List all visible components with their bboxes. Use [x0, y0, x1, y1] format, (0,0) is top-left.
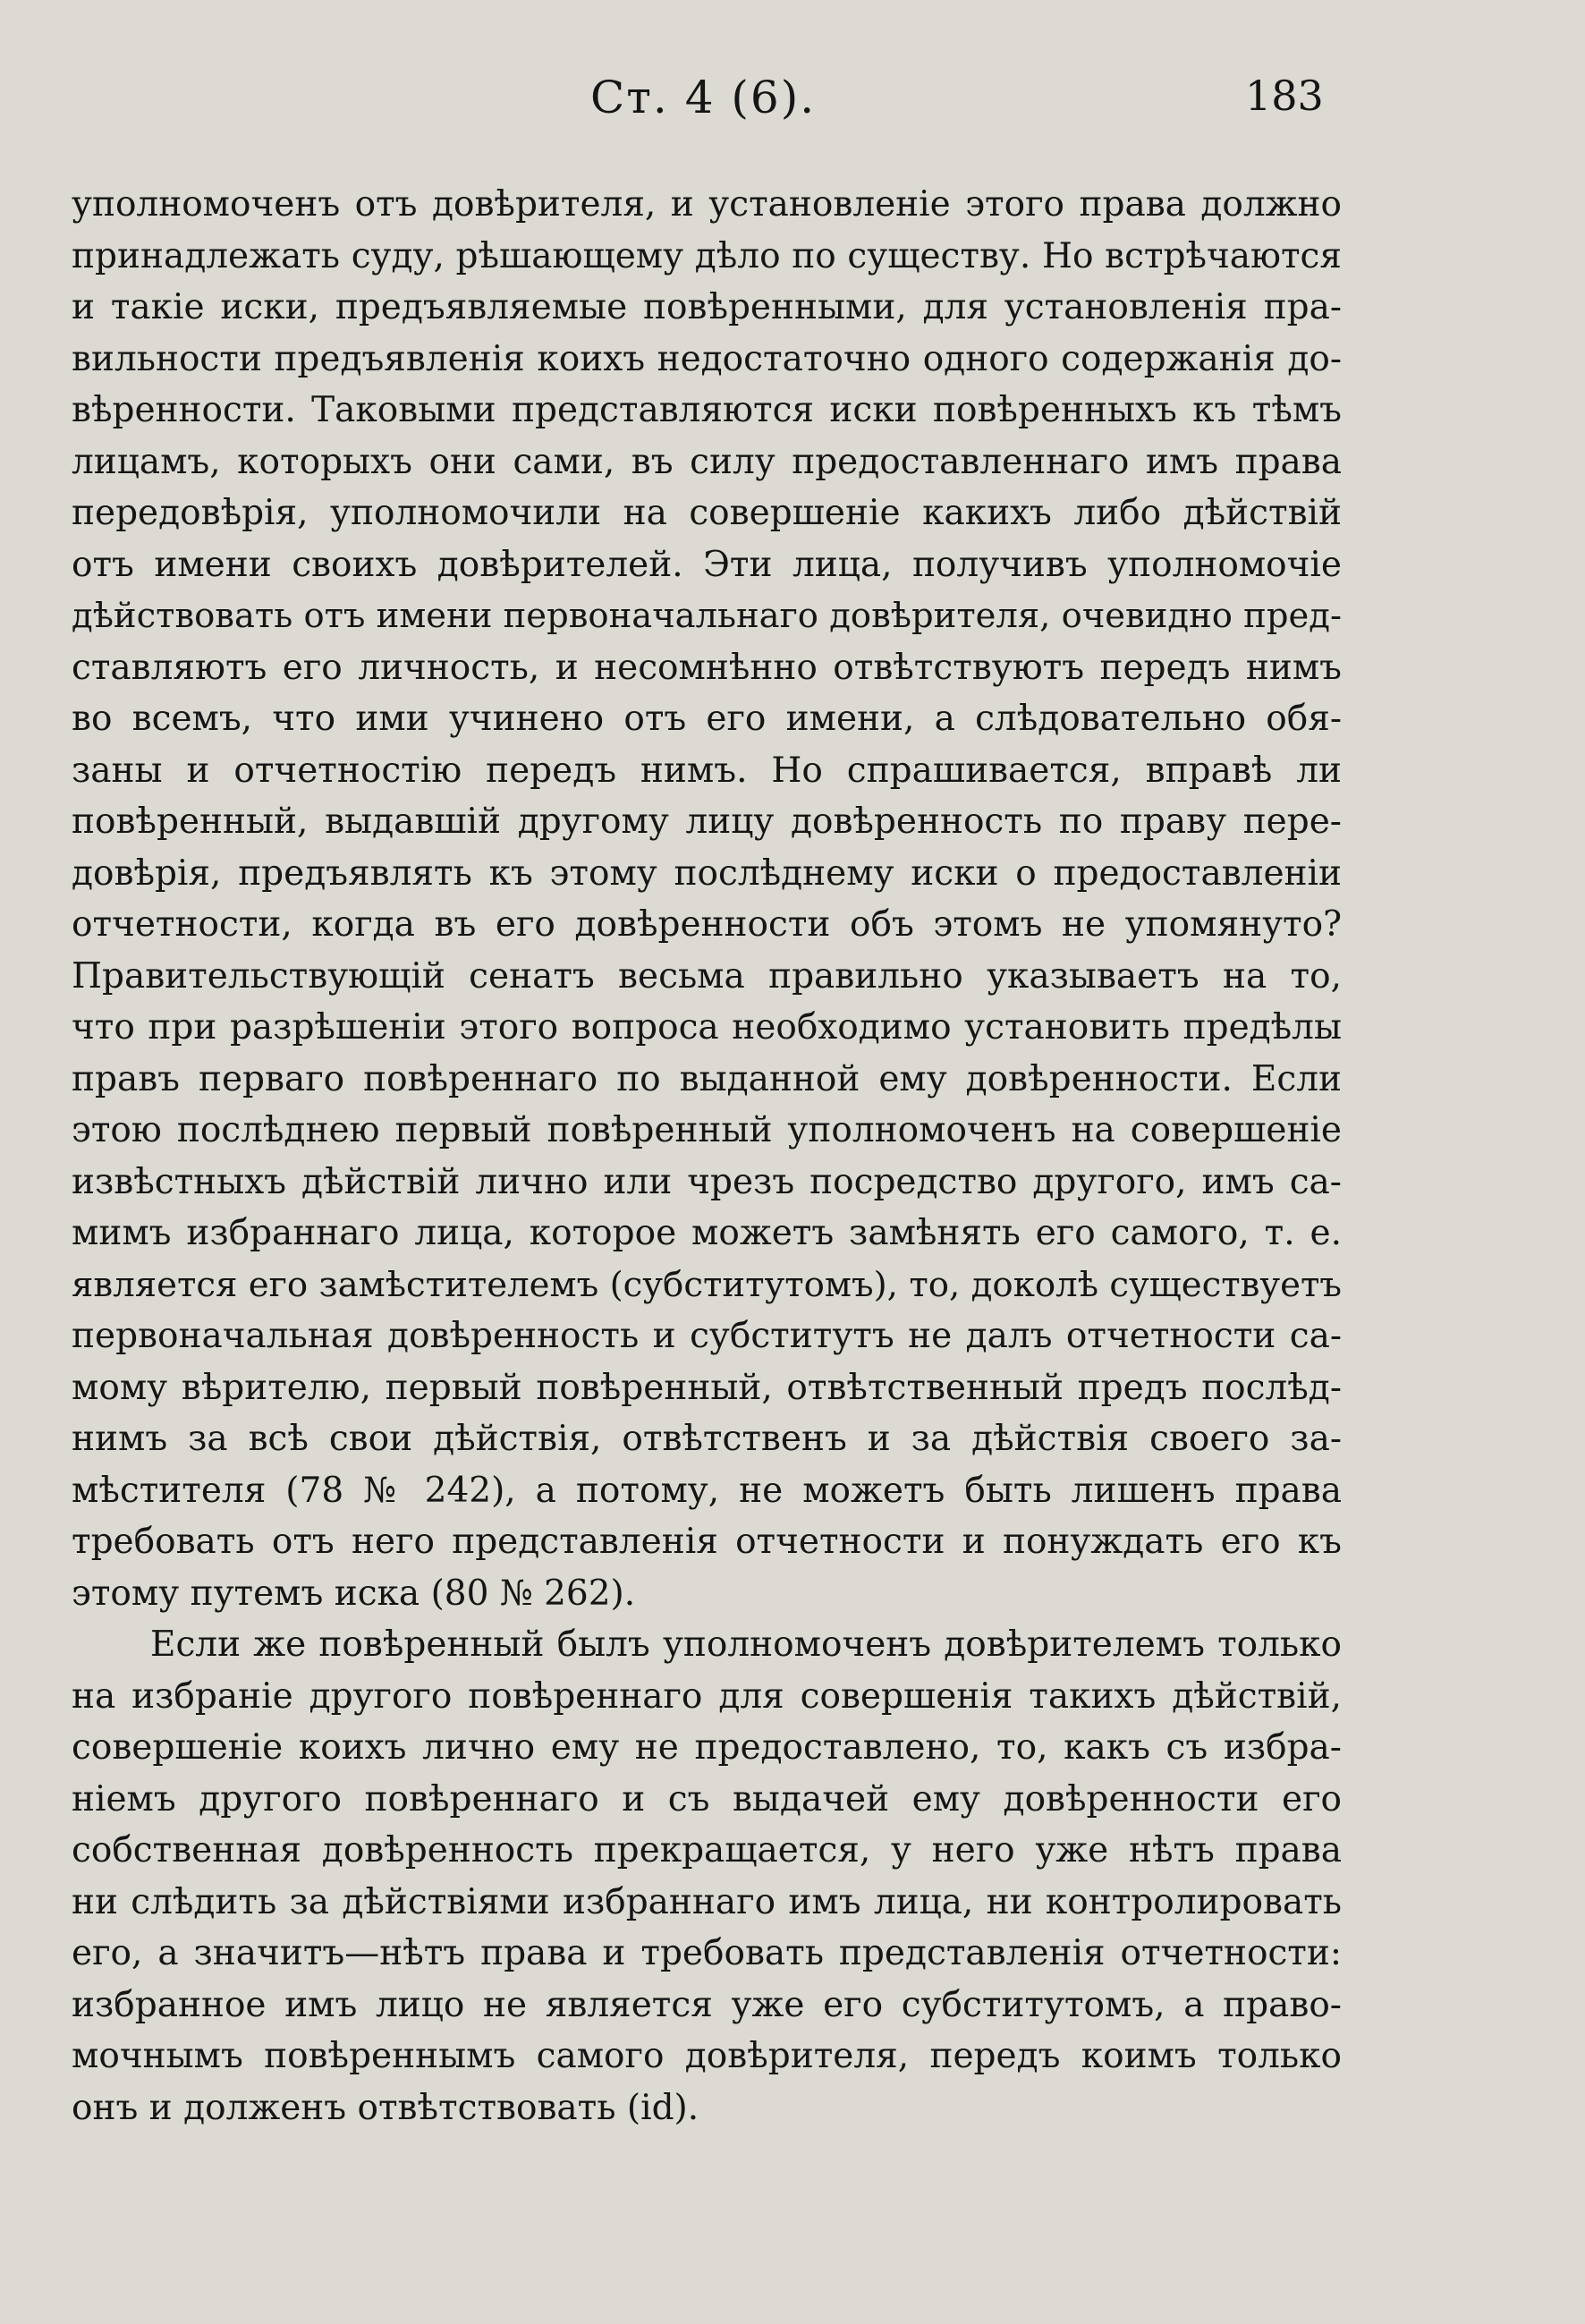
paragraph-2 — [72, 1619, 1342, 2133]
text-line: уполномоченъ отъ довѣрителя, и установленіе этого права должно — [72, 184, 1342, 225]
text-line: вѣренности. Таковыми представляются иски повѣренныхъ къ тѣмъ — [72, 390, 1342, 430]
text-line: лицамъ, которыхъ они сами, въ силу предоставленнаго имъ права — [72, 441, 1342, 482]
text-line: ніемъ другого повѣреннаго и съ выдачей ему довѣренности его — [72, 1778, 1342, 1819]
body-text — [72, 179, 1342, 2133]
running-head: Ст. 4 (6). — [590, 72, 817, 123]
text-line: избранное имъ лицо не является уже его субститутомъ, а право- — [72, 1984, 1342, 2025]
text-line: этому путемъ иска (80 № 262). — [72, 1573, 636, 1614]
text-line: мѣстителя (78 № 242), а потому, не можетъ быть лишенъ права — [72, 1470, 1342, 1511]
text-line: его, а значитъ—нѣтъ права и требовать представленія отчетности: — [72, 1933, 1342, 1973]
text-line: является его замѣстителемъ (субститутомъ), то, доколѣ существуетъ — [72, 1264, 1342, 1305]
paragraph-1 — [72, 179, 1342, 1619]
page-header — [0, 72, 1585, 134]
text-line: принадлежать суду, рѣшающему дѣло по существу. Но встрѣчаются — [72, 235, 1342, 276]
text-line: что при разрѣшеніи этого вопроса необходимо установить предѣлы — [72, 1007, 1342, 1047]
text-line: мочнымъ повѣреннымъ самого довѣрителя, передъ коимъ только — [72, 2036, 1342, 2076]
text-line: заны и отчетностію передъ нимъ. Но спрашивается, вправѣ ли — [72, 750, 1342, 791]
text-line: отчетности, когда въ его довѣренности объ этомъ не упомянуто? — [72, 904, 1342, 945]
text-line: извѣстныхъ дѣйствій лично или чрезъ посредство другого, имъ са- — [72, 1161, 1342, 1202]
page-number: 183 — [1245, 72, 1324, 120]
text-line: нимъ за всѣ свои дѣйствія, отвѣтственъ и за дѣйствія своего за- — [72, 1419, 1342, 1459]
text-line: собственная довѣренность прекращается, у него уже нѣтъ права — [72, 1830, 1342, 1870]
text-line: первоначальная довѣренность и субститутъ не далъ отчетности са- — [72, 1316, 1342, 1356]
text-line: вильности предъявленія коихъ недостаточно одного содержанія до- — [72, 338, 1342, 379]
text-line: передовѣрія, уполномочили на совершеніе какихъ либо дѣйствій — [72, 493, 1342, 533]
text-line: ни слѣдить за дѣйствіями избраннаго имъ лица, ни контролировать — [72, 1881, 1342, 1922]
text-line: онъ и долженъ отвѣтствовать (id). — [72, 2087, 699, 2128]
text-line: на избраніе другого повѣреннаго для совершенія такихъ дѣйствій, — [72, 1675, 1342, 1717]
text-line: отъ имени своихъ довѣрителей. Эти лица, получивъ уполномочіе — [72, 544, 1342, 585]
text-line: повѣренный, выдавшій другому лицу довѣренность по праву пере- — [72, 802, 1342, 842]
text-line: Правительствующій сенатъ весьма правильно указываетъ на то, — [72, 955, 1342, 997]
text-line: довѣрія, предъявлять къ этому послѣднему иски о предоставленіи — [72, 852, 1342, 894]
text-line: ставляютъ его личность, и несомнѣнно отвѣтствуютъ передъ нимъ — [72, 647, 1342, 688]
text-line: Если же повѣренный былъ уполномоченъ довѣрителемъ только — [150, 1624, 1342, 1665]
text-line: совершеніе коихъ лично ему не предоставлено, то, какъ съ избра- — [72, 1727, 1342, 1768]
text-line: и такіе иски, предъявляемые повѣренными, для установленія пра- — [72, 287, 1342, 327]
text-line: этою послѣднею первый повѣренный уполномоченъ на совершеніе — [72, 1110, 1342, 1150]
text-line: требовать отъ него представленія отчетности и понуждать его къ — [72, 1522, 1342, 1562]
text-line: правъ перваго повѣреннаго по выданной ему довѣренности. Если — [72, 1058, 1342, 1099]
text-line: дѣйствовать отъ имени первоначальнаго довѣрителя, очевидно пред- — [72, 596, 1342, 636]
text-line: во всемъ, что ими учинено отъ его имени, а слѣдовательно обя- — [72, 699, 1342, 739]
text-line: мому вѣрителю, первый повѣренный, отвѣтственный предъ послѣд- — [72, 1367, 1342, 1408]
text-line: мимъ избраннаго лица, которое можетъ замѣнять его самого, т. е. — [72, 1213, 1342, 1253]
